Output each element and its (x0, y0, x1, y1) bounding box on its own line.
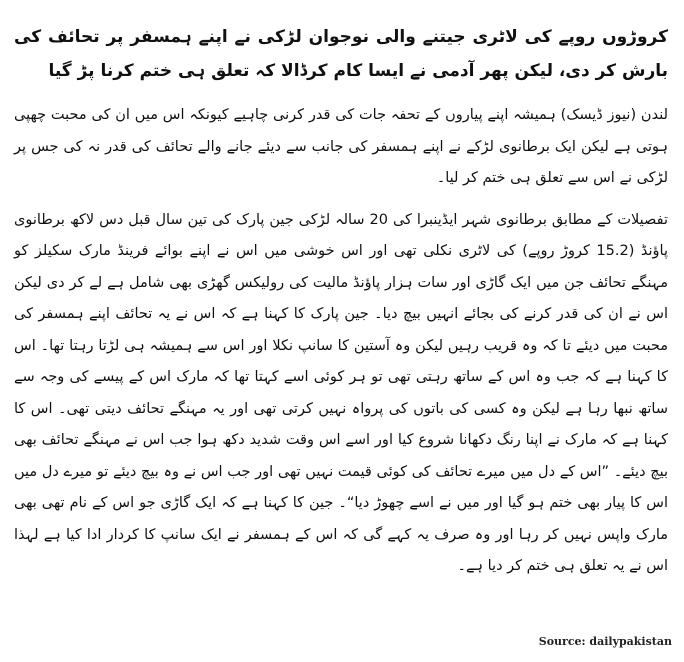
article-headline: کروڑوں روپے کی لاٹری جیتنے والی نوجوان لڑکی نے اپنے ہمسفر پر تحائف کی بارش کر دی، لیکن پھر آدمی نے ایسا کام کرڈالا کہ تعلق ہی ختم کرنا پڑ گیا (14, 27, 668, 81)
article-paragraph-intro: لندن (نیوز ڈیسک) ہمیشہ اپنے پیاروں کے تحفہ جات کی قدر کرنی چاہیے کیونکہ اس میں ان کی محبت چھپی ہوتی ہے لیکن ایک برطانوی لڑکے نے اپنے ہمسفر کی جانب سے دیئے جانے والے تحائف کی قدر نہ کی جس پر لڑکی نے اس سے تعلق ہی ختم کر لیا۔ (14, 107, 668, 186)
article (14, 20, 672, 593)
article-paragraph-details: تفصیلات کے مطابق برطانوی شہر ایڈینبرا کی 20 سالہ لڑکی جین پارک کی تین سال قبل دس لاکھ برطانوی پاﺅنڈ (15.2 کروڑ روپے) کی لاٹری نکلی تھی اور اس خوشی میں اس نے اپنے بوائے فرینڈ مارک سکیلز کو مہنگے تحائف جن میں ایک گاڑی اور سات ہزار پاﺅنڈ مالیت کی رولیکس گھڑی بھی شامل ہے لے کر دی لیکن اس نے ان کی قدر کرنے کی بجائے انہیں بیچ دیا۔ جین پارک کا کہنا ہے کہ اس نے یہ تحائف اپنے ہمسفر کی محبت میں دیئے تا کہ وہ قریب رہیں لیکن وہ آستین کا سانپ نکلا اور اس سے ہمیشہ ہی لڑتا رہتا تھا۔ اس کا کہنا ہے کہ جب وہ اس کے ساتھ رہتی تھی تو ہر کوئی اسے کہتا تھا کہ مارک اس کے پیسے کی وجہ سے ساتھ نبھا رہا ہے لیکن وہ کسی کی باتوں کی پرواہ نہیں کرتی تھی اور یہ مہنگے تحائف دیتی تھی۔ اس کا کہنا ہے کہ مارک نے اپنا رنگ دکھانا شروع کیا اور اسے اس وقت شدید دکھ ہوا جب اس نے مہنگے تحائف بھی بیچ دیئے۔ ”اس کے دل میں میرے تحائف کی کوئی قیمت نہیں تھی اور جب اس نے وہ بیچ دیئے تو میرے دل میں اس کا پیار بھی ختم ہو گیا اور میں نے اسے چھوڑ دیا“۔ جین کا کہنا ہے کہ ایک گاڑی جو اس کے نام تھی بھی مارک واپس نہیں کر رہا اور وہ صرف یہ کہے گی کہ اس کے ہمسفر نے ایک سانپ کا کردار ادا کیا ہے لہذا اس نے یہ تعلق ہی ختم کر دیا ہے۔ (14, 211, 668, 574)
source-credit: Source: dailypakistan (538, 635, 672, 648)
